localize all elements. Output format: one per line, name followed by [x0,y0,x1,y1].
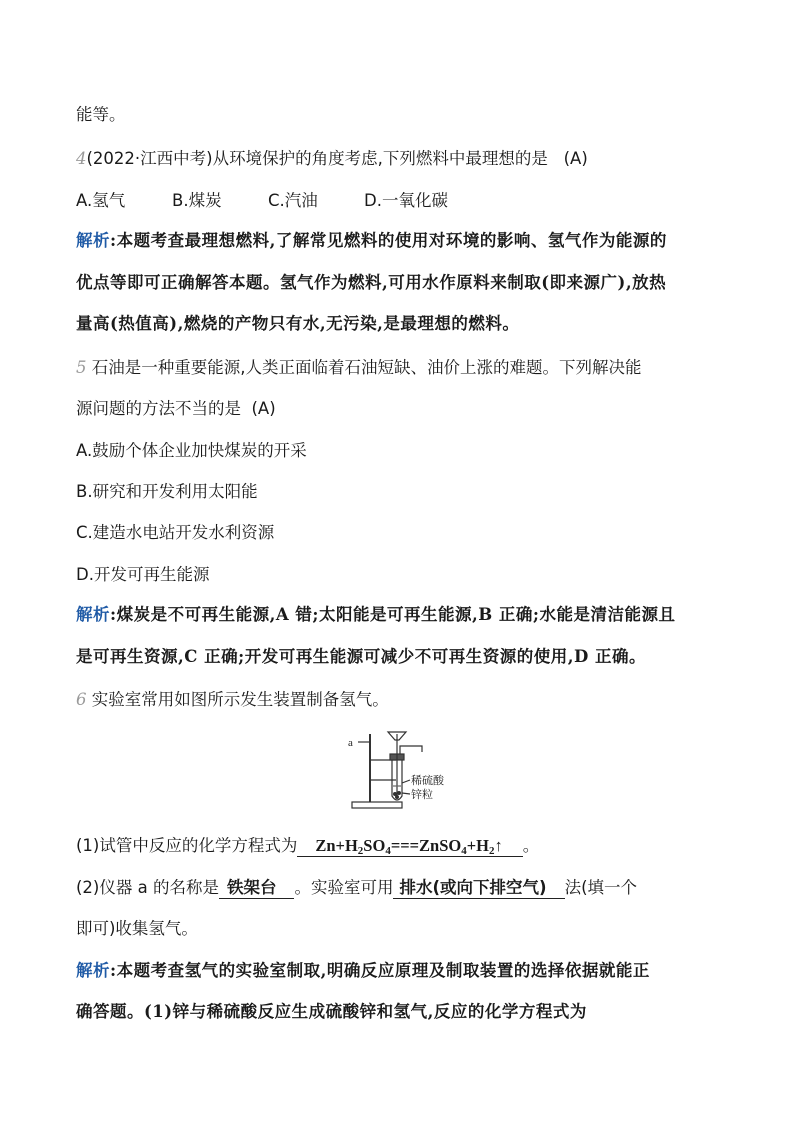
analysis-text: :煤炭是不可再生能源,A 错;太阳能是可再生能源,B 正确;水能是清洁能源且 [110,605,676,624]
option-c: C.汽油 [268,191,318,210]
sub1-end: 。 [522,836,540,855]
question-5-stem [76,357,642,379]
answer-choice: (A) [251,399,276,418]
question-6-stem [76,689,389,711]
question-number: 4 [76,149,87,168]
option-d: D.开发可再生能源 [76,565,210,584]
label-dilute-sulfuric-acid: 稀硫酸 [411,774,444,787]
answer-choice: (A) [563,149,588,168]
eq-part: +H [466,836,489,855]
option-d: D.一氧化碳 [364,191,448,210]
question-number: 6 [76,690,87,709]
question-4-stem [76,148,588,170]
question-text: 源问题的方法不当的是 [76,399,241,418]
analysis-label: 解析 [76,231,110,250]
sub2-end: 法(填一个 [564,878,638,897]
analysis-line: 量高(热值高),燃烧的产物只有水,无污染,是最理想的燃料。 [76,314,520,333]
label-a: a [348,737,353,749]
sub1-answer-equation [297,836,522,857]
eq-sub: 4 [461,845,467,857]
question-5-stem-2 [76,398,276,420]
continued-text: 能等。 [76,105,126,124]
question-4-options [76,190,448,212]
option-b: B.煤炭 [172,191,222,210]
analysis-line [76,230,667,252]
option-a: A.鼓励个体企业加快煤炭的开采 [76,441,307,460]
eq-part: Zn+H [315,836,358,855]
analysis-line: 是可再生资源,C 正确;开发可再生能源可减少不可再生资源的使用,D 正确。 [76,647,647,666]
sub2-prompt: (2)仪器 a 的名称是 [76,878,219,897]
option-a: A.氢气 [76,191,126,210]
eq-sub: 2 [357,845,364,857]
sub2-answer-method: 排水(或向下排空气) [393,878,564,899]
analysis-line [76,604,676,626]
option-c: C.建造水电站开发水利资源 [76,523,275,542]
question-6-sub2 [76,877,637,899]
label-zinc-granules: 锌粒 [411,788,433,801]
eq-sub: 2 [488,845,495,857]
eq-part: SO [363,836,386,855]
eq-part: ===ZnSO [390,836,462,855]
eq-sub: 4 [385,845,391,857]
analysis-line: 确答题。(1)锌与稀硫酸反应生成硫酸锌和氢气,反应的化学方程式为 [76,1002,587,1021]
question-6-sub1 [76,835,539,857]
question-6-sub2-2: 即可)收集氢气。 [76,919,198,938]
question-text: 石油是一种重要能源,人类正面临着石油短缺、油价上涨的难题。下列解决能 [91,358,642,377]
analysis-label: 解析 [76,961,110,980]
analysis-line: 优点等即可正确解答本题。氢气作为燃料,可用水作原料来制取(即来源广),放热 [76,273,667,292]
sub2-answer-instrument: 铁架台 [219,878,295,899]
analysis-text: :本题考查最理想燃料,了解常见燃料的使用对环境的影响、氢气作为能源的 [110,231,667,250]
analysis-text: :本题考查氢气的实验室制取,明确反应原理及制取装置的选择依据就能正 [110,961,650,980]
analysis-label: 解析 [76,605,110,624]
question-text: 实验室常用如图所示发生装置制备氢气。 [91,690,389,709]
question-number: 5 [76,358,87,377]
analysis-line [76,960,650,982]
gas-arrow: ↑ [494,836,503,855]
hydrogen-apparatus-diagram [340,728,460,812]
option-b: B.研究和开发利用太阳能 [76,482,258,501]
sub2-mid: 。实验室可用 [294,878,394,897]
sub1-prompt: (1)试管中反应的化学方程式为 [76,836,298,855]
question-text: (2022·江西中考)从环境保护的角度考虑,下列燃料中最理想的是 [86,149,548,168]
